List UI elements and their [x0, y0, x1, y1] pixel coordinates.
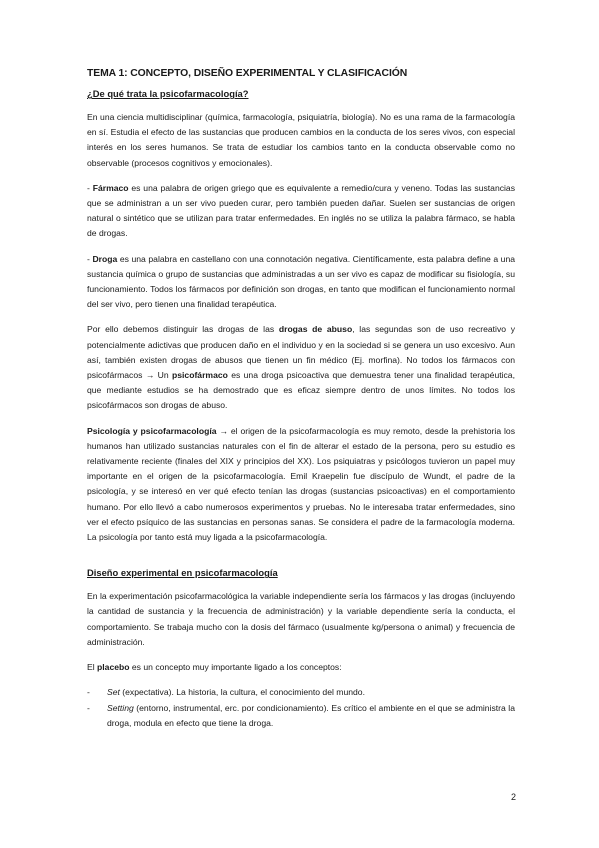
bullet-text: (entorno, instrumental, erc. por condicionamiento). Es crítico el ambiente en el que se administra la droga, modula en efecto que tiene la droga. — [107, 702, 515, 728]
dash-prefix: - — [87, 253, 93, 264]
psicologia-text: → el origen de la psicofarmacología es muy remoto, desde la prehistoria los humanos han utilizado sustancias naturales con el fin de alterar el estado de la persona, pero su estudio es relativamente reciente (finales del XIX y principios del XX). Los psiquiatras y psicólogos tuvieron un papel muy importante en el origen de la psicofarmacología. Emil Kraepelin fue discípulo de Wundt, el padre de la psicología, y se interesó en ver qué efecto tenían las drogas (sustancias psicoactivas) en el comportamiento humano. Por ello llevó a cabo numerosos experimentos y pruebas. No le interesaba tratar enfermedades, sino ver el efecto psíquico de las sustancias en personas sanas. Se considera el padre de la farmacología moderna. La psicología por tanto está muy ligada a la psicofarmacología. — [87, 425, 515, 543]
document-page — [87, 68, 515, 731]
term-psicofarmaco: psicofármaco — [172, 370, 228, 381]
paragraph-drogas-de-abuso — [87, 322, 515, 413]
droga-text: es una palabra en castellano con una connotación negativa. Científicamente, esta palabra define a una sustancia química o grupo de sustancias que administradas a un ser vivo es capaz de modificar su fisiología, su funcionamiento. Todos los fármacos por definición son drogas, en tanto que modifican el funcionamiento normal del ser vivo, pero tienen una finalidad terapéutica. — [87, 253, 515, 310]
term-setting: Setting — [107, 702, 134, 713]
list-item — [87, 701, 515, 731]
abuso-text-after: es una droga psicoactiva que demuestra tener una finalidad terapéutica, que mediante estudios se ha demostrado que es eficaz siempre dentro de unos límites. No todos los psicofármacos son drogas de abuso. — [87, 370, 515, 411]
placebo-text-before: El — [87, 662, 98, 673]
page-number: 2 — [511, 792, 517, 802]
term-farmaco: Fármaco — [92, 182, 129, 193]
term-drogas-de-abuso: drogas de abuso — [278, 324, 353, 335]
paragraph-droga — [87, 252, 515, 313]
bullet-dash: - — [87, 702, 90, 713]
list-item — [87, 685, 515, 700]
section-heading-diseno-experimental: Diseño experimental en psicofarmacología — [87, 567, 278, 579]
term-set: Set — [107, 687, 120, 698]
term-placebo: placebo — [97, 662, 130, 673]
paragraph-experimentacion: En la experimentación psicofarmacológica la variable independiente sería los fármacos y las drogas (incluyendo la cantidad de sustancia y la frecuencia de administración) y la variable dependiente sería la conducta, el comportamiento. Se trabaja mucho con la dosis del fármaco (usualmente kg/persona o animal) y frecuencia de administración. — [87, 591, 515, 647]
term-psicologia-psicofarmacologia: Psicología y psicofarmacología — [87, 425, 217, 436]
document-title: TEMA 1: CONCEPTO, DISEÑO EXPERIMENTAL Y CLASIFICACIÓN — [87, 68, 408, 79]
farmaco-text: es una palabra de origen griego que es equivalente a remedio/cura y veneno. Todas las sustancias que se administran a un ser vivo pueden curar, pero también pueden dañar. Suelen ser sustancias de origen natural o sintético que se utilizan para tratar enfermedades. En inglés no se utiliza la palabra fármaco, se habla de drogas. — [87, 182, 516, 239]
abuso-text-middle: , las segundas son de uso recreativo y potencialmente adictivas que producen daño en el individuo y en la sociedad si se genera un uso excesivo. Aun así, también existen drogas de abusos que tienen un fin médico (Ej. morfina). No todos los fármacos con psicofármacos → Un — [87, 324, 516, 381]
paragraph-intro: En una ciencia multidisciplinar (química, farmacología, psiquiatría, biología). No es una rama de la farmacología en sí. Estudia el efecto de las sustancias que producen cambios en la conducta de los seres vivos, con especial interés en los seres humanos. Se trata de estudiar los cambios tanto en la conducta observable como no observable (procesos cognitivos y emocionales). — [87, 112, 515, 168]
placebo-text-after: es un concepto muy importante ligado a los conceptos: — [129, 662, 342, 673]
bullet-dash: - — [87, 687, 90, 698]
term-droga: Droga — [92, 253, 118, 264]
paragraph-placebo — [87, 660, 515, 675]
dash-prefix: - — [87, 182, 93, 193]
section-heading-psicofarmacologia: ¿De qué trata la psicofarmacología? — [87, 88, 249, 99]
bullet-list — [87, 685, 515, 731]
abuso-text-before: Por ello debemos distinguir las drogas de las — [87, 324, 279, 335]
paragraph-psicologia — [87, 424, 515, 546]
paragraph-farmaco — [87, 181, 515, 242]
bullet-text: (expectativa). La historia, la cultura, el conocimiento del mundo. — [119, 687, 365, 698]
